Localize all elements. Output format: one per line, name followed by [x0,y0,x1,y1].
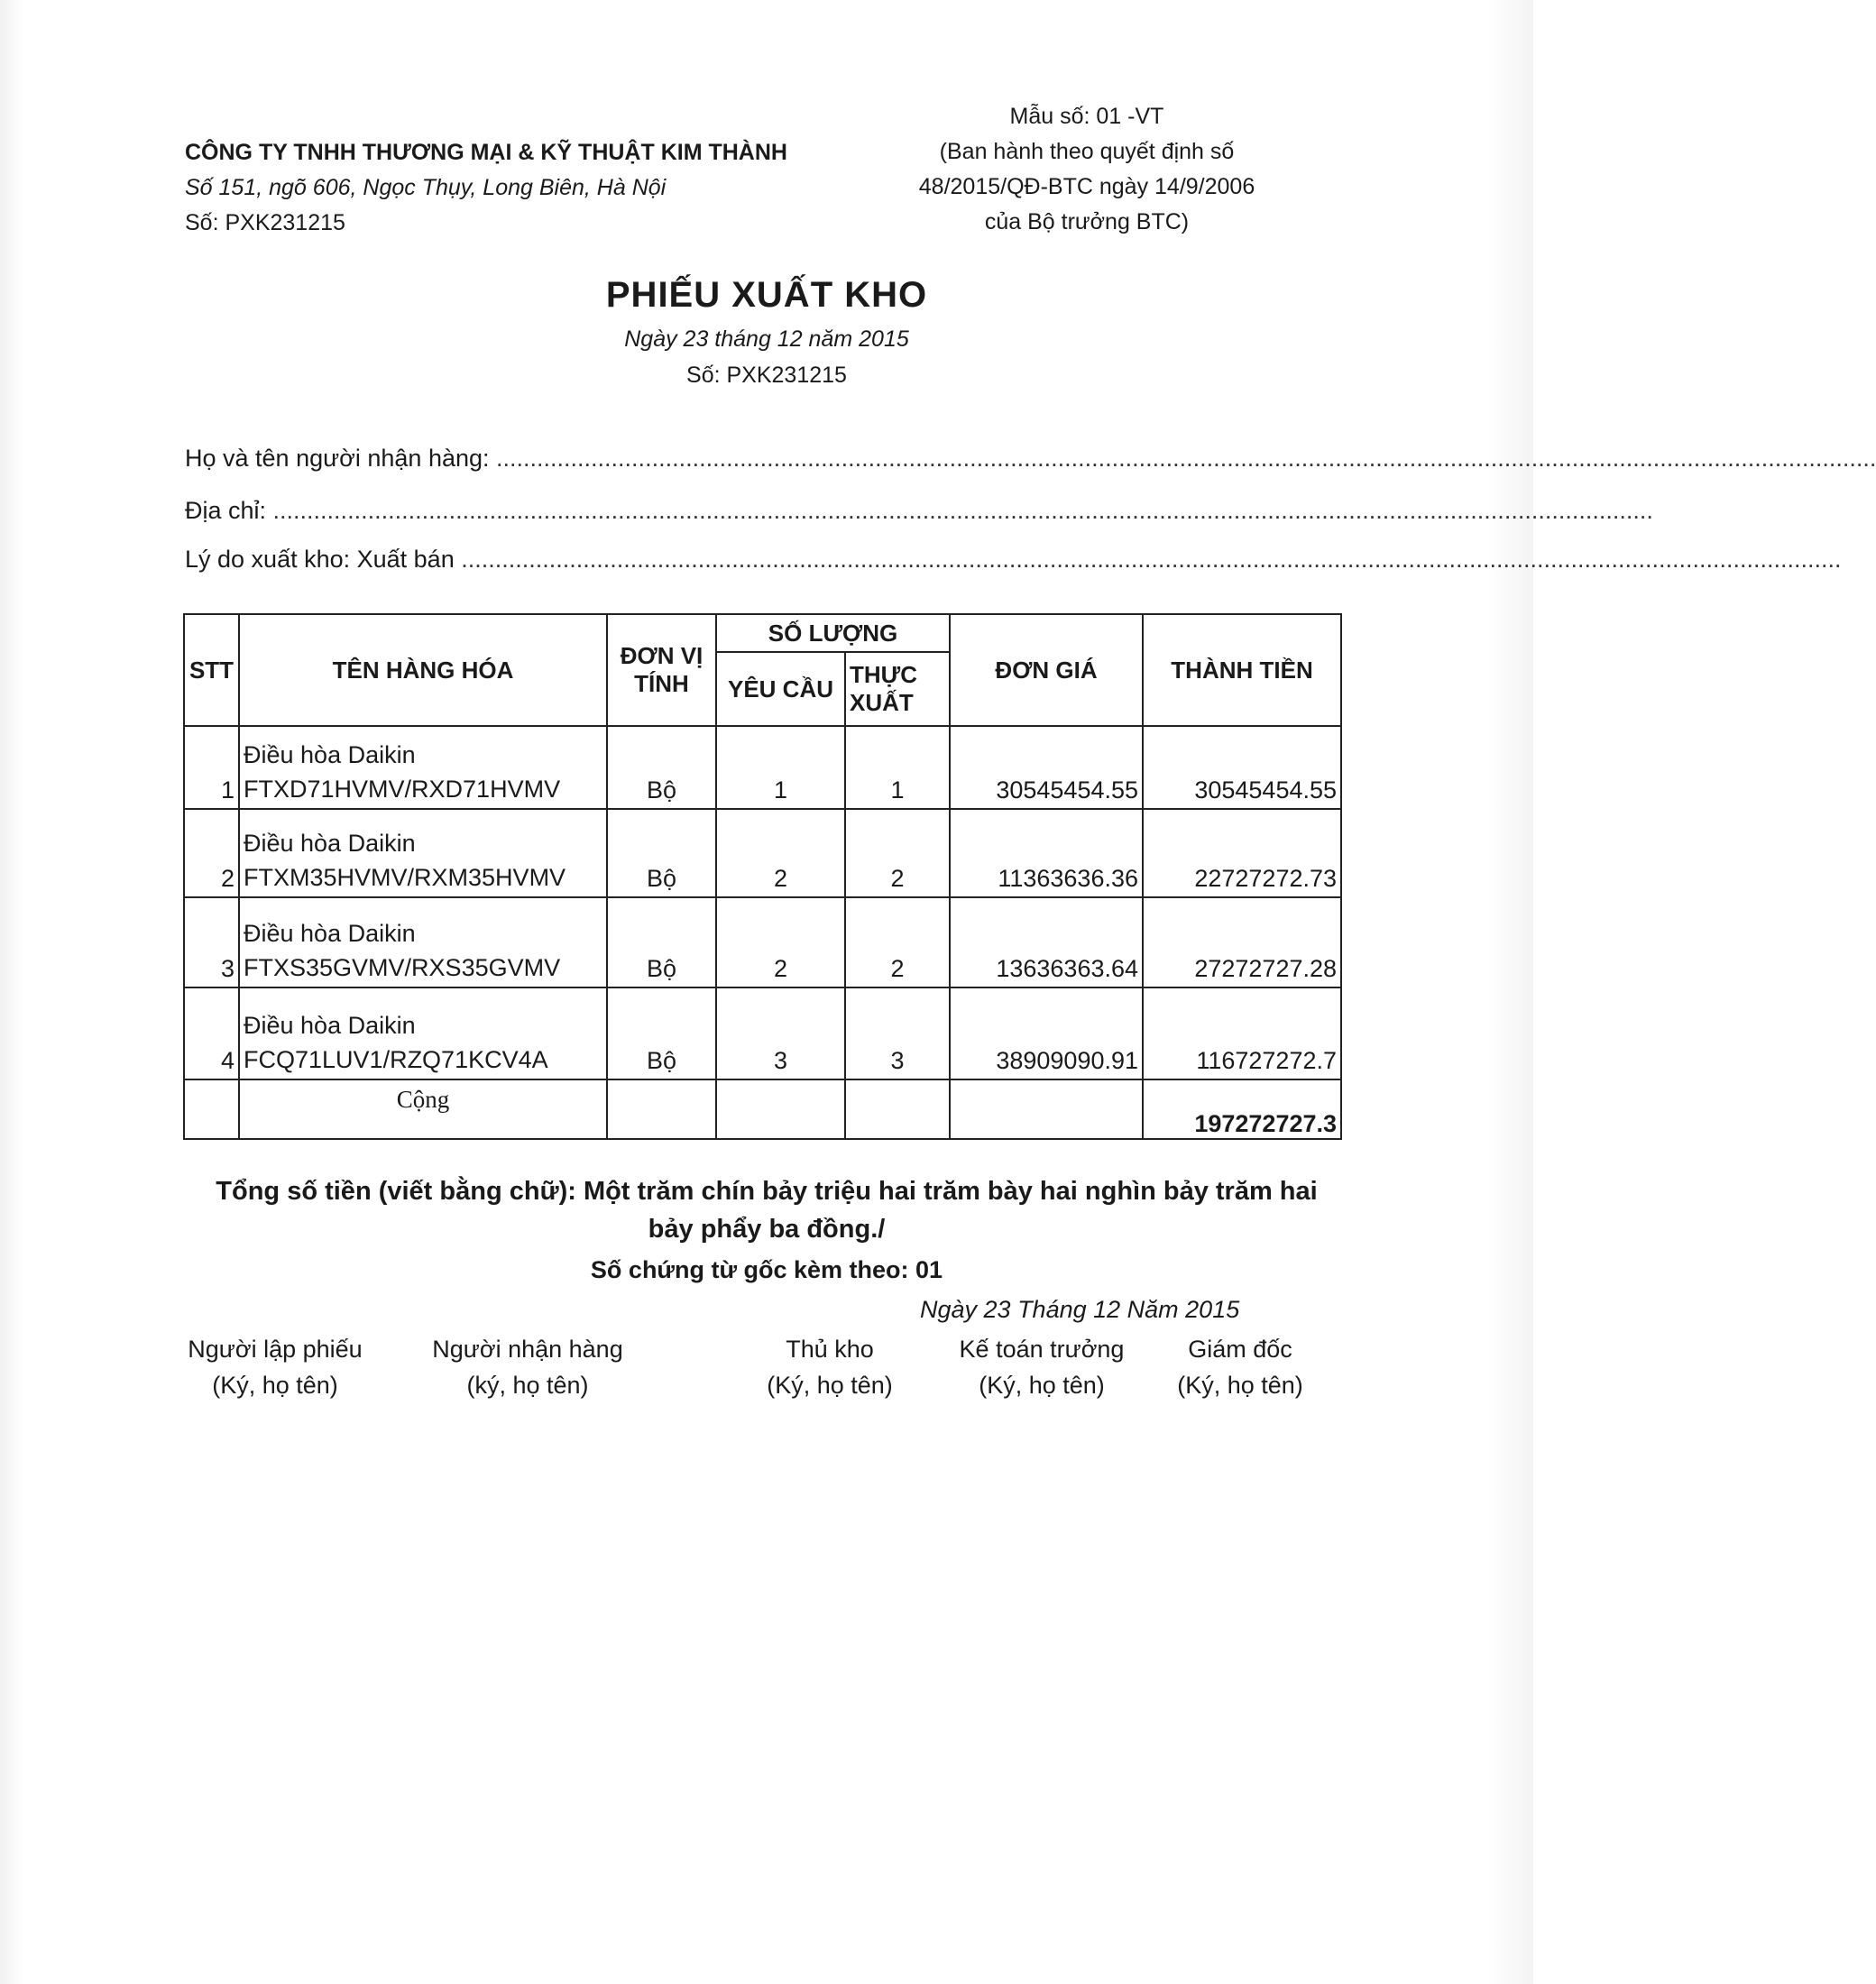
header-quantity: SỐ LƯỢNG [716,614,950,652]
row-requested: 1 [716,726,845,809]
row-price: 38909090.91 [950,987,1143,1079]
row-actual: 3 [845,987,950,1079]
company-name: CÔNG TY TNHH THƯƠNG MẠI & KỸ THUẬT KIM THÀNH [185,140,787,165]
row-name-line2: FTXS35GVMV/RXS35GVMV [244,954,561,981]
row-name [239,726,607,809]
header-unit: ĐƠN VỊ TÍNH [607,614,716,726]
company-doc-number: Số: PXK231215 [185,210,345,235]
address-field [185,497,1653,525]
signature-role: Thủ kho [786,1336,874,1363]
header-stt: STT [184,614,239,726]
signature-storekeeper [740,1331,920,1403]
row-amount: 22727272.73 [1143,809,1341,897]
row-stt: 2 [184,809,239,897]
total-empty-requested [716,1079,845,1139]
signature-note: (Ký, họ tên) [1177,1372,1303,1399]
signature-note: (Ký, họ tên) [979,1372,1105,1399]
row-name [239,987,607,1079]
recipient-field [185,445,1876,473]
signature-recipient [415,1331,640,1403]
amount-words-line1: Tổng số tiền (viết bằng chữ): Một trăm chín bảy triệu hai trăm bày hai nghìn bảy trăm hai [216,1177,1318,1206]
total-label: Cộng [239,1079,607,1139]
row-name [239,809,607,897]
row-name-line1: Điều hòa Daikin [244,830,416,857]
address-label: Địa chỉ: [185,497,267,524]
signature-date: Ngày 23 Tháng 12 Năm 2015 [920,1296,1240,1323]
form-issuer: của Bộ trưởng BTC) [984,209,1190,234]
header-actual: THỰC XUẤT [845,652,950,726]
row-name-line2: FTXM35HVMV/RXM35HVMV [244,864,566,891]
row-stt: 4 [184,987,239,1079]
reason-dots: ............................................................................................................................................................................................................ [461,546,1842,573]
amount-words-line2: bảy phẩy ba đồng./ [648,1215,886,1244]
form-number: Mẫu số: 01 -VT [1009,104,1164,129]
row-actual: 2 [845,809,950,897]
row-name-line1: Điều hòa Daikin [244,920,416,947]
row-actual: 1 [845,726,950,809]
row-stt: 3 [184,897,239,987]
signature-director [1154,1331,1326,1403]
row-requested: 2 [716,897,845,987]
document-title: PHIẾU XUẤT KHO [605,275,928,315]
signature-note: (Ký, họ tên) [212,1372,338,1399]
recipient-label: Họ và tên người nhận hàng: [185,445,490,472]
signature-note: (ký, họ tên) [466,1372,589,1399]
header-price: ĐƠN GIÁ [950,614,1143,726]
header-name: TÊN HÀNG HÓA [239,614,607,726]
signature-note: (Ký, họ tên) [767,1372,893,1399]
form-reference [893,99,1281,240]
row-requested: 2 [716,809,845,897]
reason-label: Lý do xuất kho: Xuất bán [185,546,455,573]
row-price: 11363636.36 [950,809,1143,897]
row-amount: 116727272.7 [1143,987,1341,1079]
row-unit: Bộ [607,726,716,809]
document-number: Số: PXK231215 [686,363,847,388]
header-amount: THÀNH TIỀN [1143,614,1341,726]
signature-role: Giám đốc [1188,1336,1292,1363]
total-empty-price [950,1079,1143,1139]
row-actual: 2 [845,897,950,987]
header-requested: YÊU CẦU [716,652,845,726]
amount-in-words [180,1172,1353,1248]
address-dots: ............................................................................................................................................................................................................ [272,497,1653,524]
total-empty-unit [607,1079,716,1139]
total-empty-actual [845,1079,950,1139]
row-name-line1: Điều hòa Daikin [244,1012,416,1039]
company-header [185,135,787,241]
row-unit: Bộ [607,987,716,1079]
row-name-line2: FTXD71HVMV/RXD71HVMV [244,776,561,803]
row-amount: 30545454.55 [1143,726,1341,809]
row-price: 13636363.64 [950,897,1143,987]
items-table [183,613,1342,1140]
row-requested: 3 [716,987,845,1079]
row-unit: Bộ [607,809,716,897]
attached-documents: Số chứng từ gốc kèm theo: 01 [590,1256,943,1283]
signature-role: Người nhận hàng [432,1336,623,1363]
total-empty-stt [184,1079,239,1139]
table-row [184,726,1341,809]
table-row [184,987,1341,1079]
signature-role: Kế toán trưởng [959,1336,1125,1363]
row-name-line1: Điều hòa Daikin [244,741,416,768]
row-name-line2: FCQ71LUV1/RZQ71KCV4A [244,1046,548,1073]
form-decision-line: (Ban hành theo quyết định số [939,139,1235,164]
row-stt: 1 [184,726,239,809]
table-row [184,809,1341,897]
row-amount: 27272727.28 [1143,897,1341,987]
document-date: Ngày 23 tháng 12 năm 2015 [624,326,909,352]
total-row [184,1079,1341,1139]
row-unit: Bộ [607,897,716,987]
table-row [184,897,1341,987]
reason-field [185,546,1842,574]
row-name [239,897,607,987]
signature-role: Người lập phiếu [188,1336,363,1363]
company-address: Số 151, ngõ 606, Ngọc Thụy, Long Biên, Hà Nội [185,175,667,200]
recipient-dots: ............................................................................................................................................................................................................ [496,445,1876,472]
form-decision-number: 48/2015/QĐ-BTC ngày 14/9/2006 [918,174,1255,199]
total-value: 197272727.3 [1143,1079,1341,1139]
signature-preparer [176,1331,374,1403]
signature-chief-accountant [938,1331,1145,1403]
row-price: 30545454.55 [950,726,1143,809]
